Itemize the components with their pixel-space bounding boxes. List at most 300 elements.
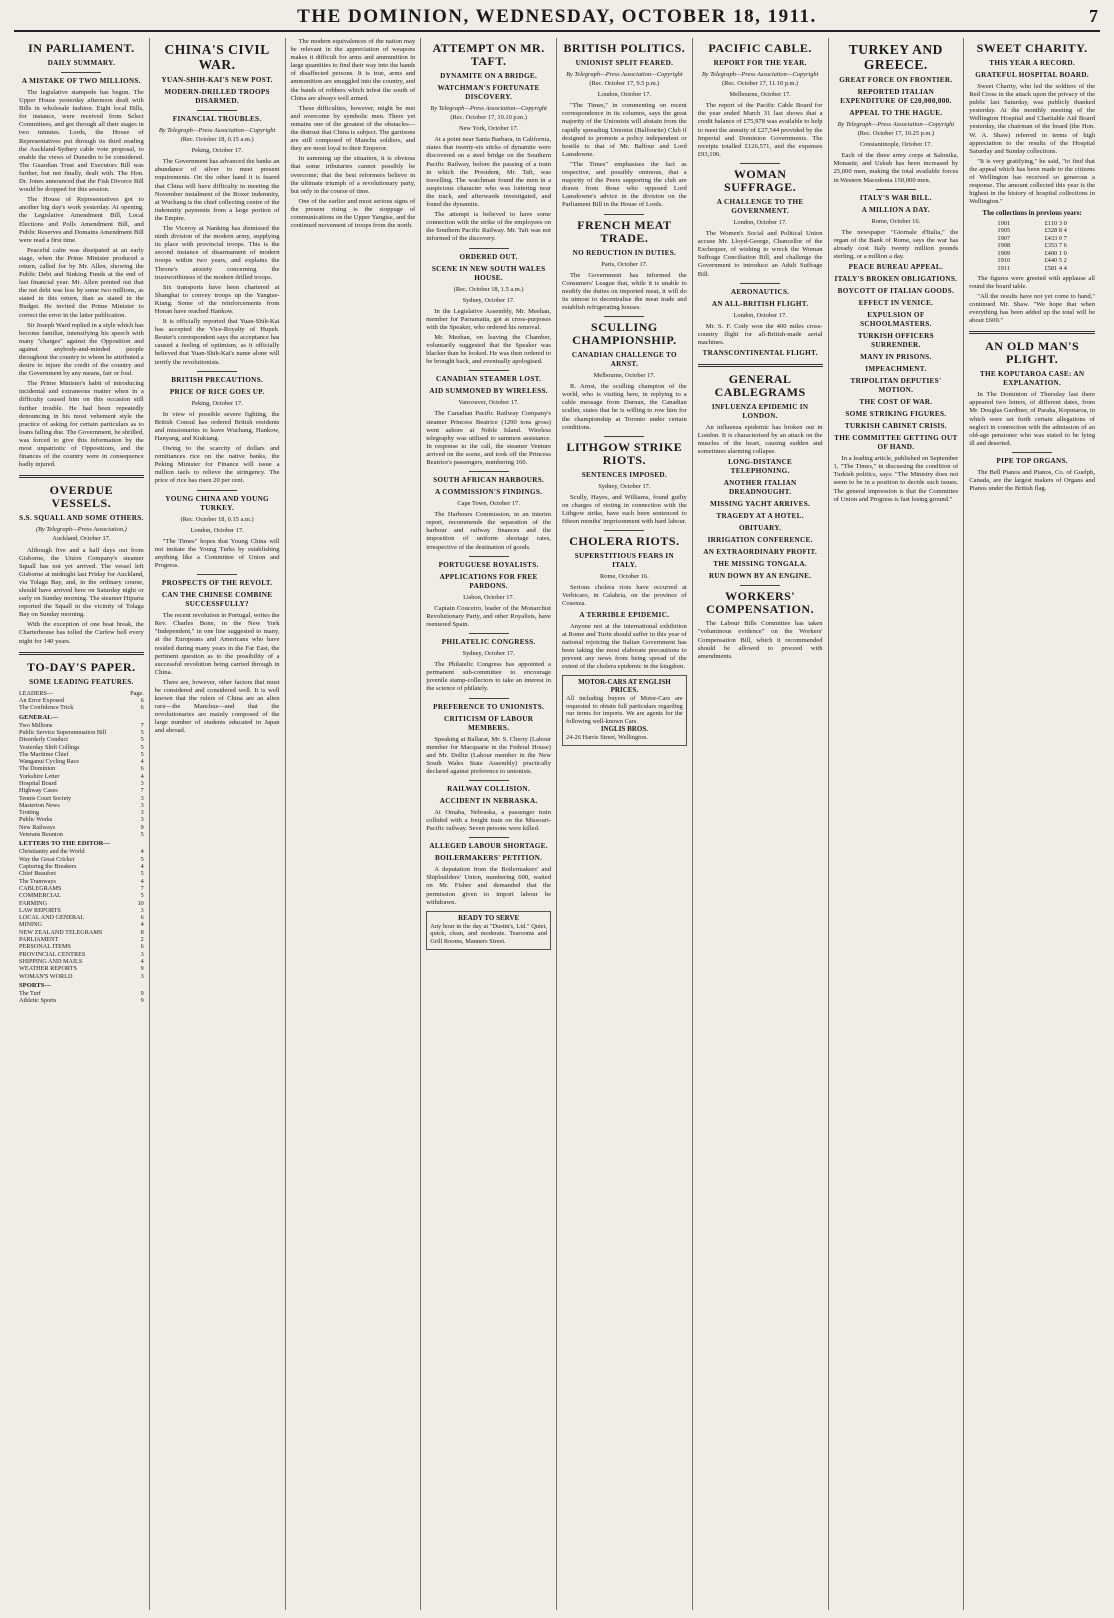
contents-entry [19, 773, 144, 780]
contents-entry [19, 958, 144, 965]
contents-entry-title: LOCAL AND GENERAL [19, 914, 85, 922]
contents-entry-title: Highway Cases [19, 787, 58, 795]
ad-text: Any hour in the day at "Dustin's, Ltd." Quiet, quick, clean, and moderate. Tearooms and Grill Rooms, Manners Street. [430, 922, 547, 946]
collections-amount: £433 0 7 [1044, 234, 1067, 242]
collections-year: 1905 [997, 227, 1011, 235]
double-rule [969, 331, 1095, 334]
subhead-aid: AID SUMMONED BY WIRELESS. [429, 387, 548, 396]
subhead-aeronautics: AERONAUTICS. [730, 287, 790, 296]
subhead-labour-shortage: ALLEGED LABOUR SHORTAGE. [429, 842, 548, 851]
subhead-challenge: A CHALLENGE TO THE GOVERNMENT. [716, 197, 804, 215]
subhead-millions: A MISTAKE OF TWO MILLIONS. [21, 77, 141, 85]
contents-entry [19, 863, 144, 870]
subhead-irrigation: IRRIGATION CONFERENCE. [707, 536, 813, 545]
collections-amount: £328 8 4 [1044, 227, 1067, 235]
collections-amount: £440 5 2 [1044, 257, 1067, 265]
double-rule [19, 652, 144, 655]
dateline: Constantinople, October 17. [859, 141, 932, 149]
subhead-transcontinental: TRANSCONTINENTAL FLIGHT. [702, 348, 818, 357]
ad-text: 24-26 Harris Street, Wellington. [566, 733, 648, 741]
subhead-profit: AN EXTRAORDINARY PROFIT. [703, 548, 817, 557]
subhead-tongala: THE MISSING TONGALA. [713, 560, 808, 569]
contents-entry [19, 765, 144, 772]
subhead-figures: SOME STRIKING FIGURES. [845, 410, 947, 419]
byline: By Telegraph—Press Association—Copyright [566, 71, 683, 78]
dateline: New York, October 17. [458, 125, 519, 133]
headline-taft: ATTEMPT ON MR. TAFT. [432, 41, 545, 68]
contents-entry [19, 816, 144, 823]
article-paragraph: The Harbours Commission, in an interim report, recommends the separation of the harbour and railway finances and the imposition of uniform shortage rates, irrespective of the destination of goods. [426, 511, 551, 551]
article-paragraph: In The Dominion of Thursday last there appeared two letters, of different dates, from Mr. Douglas Gardiner, of Paraha, Koputaroa, in which were set forth certain allegations of neglect in connection with the admission of an old-age pensioner who was stated to be lying ill and deserted. [969, 391, 1095, 447]
contents-entry [19, 965, 144, 972]
received-line: (Rec. October 17, 11.10 p.m.) [721, 80, 799, 88]
double-rule [19, 475, 144, 478]
subhead-canadian-challenge: CANADIAN CHALLENGE TO ARNST. [571, 351, 677, 369]
subhead-run-down: RUN DOWN BY AN ENGINE. [708, 572, 812, 581]
page-number: 7 [1089, 6, 1098, 26]
subhead-philatelic: PHILATELIC CONGRESS. [441, 638, 536, 647]
dateline: Auckland, October 17. [52, 535, 111, 543]
article-paragraph: "The Times," in commenting on recent correspondence in its columns, says the great majority of the Unionists will abstain from the rapidly spreading Unionist (Balfourite) Club if designed to promote a policy independent or hostile to that of Mr. Balfour and Lord Lansdowne. [562, 102, 687, 158]
contents-entry [19, 714, 144, 722]
contents-entry-title: Veterans Reunion [19, 831, 63, 839]
column-3 [286, 38, 422, 1610]
subhead-sentences: SENTENCES IMPOSED. [581, 470, 668, 479]
masthead [14, 6, 1100, 32]
contents-entry-title: Public Works [19, 816, 53, 824]
collections-amount: £110 3 0 [1044, 219, 1067, 227]
article-paragraph: The figures were greeted with applause all round the board table. [969, 274, 1095, 290]
dateline: Lisbon, October 17. [463, 593, 515, 601]
contents-entry-title: Public Service Superannuation Bill [19, 728, 107, 736]
contents-entry-title: MINING [19, 921, 43, 929]
divider [740, 585, 780, 586]
headline-french-meat: FRENCH MEAT TRADE. [577, 217, 672, 245]
contents-entry-title: Christianity and the World [19, 848, 85, 856]
subhead-yuan: YUAN-SHIH-KAI'S NEW POST. [161, 76, 273, 84]
headline-parliament: IN PARLIAMENT. [28, 41, 135, 55]
divider [604, 530, 644, 531]
byline: By Telegraph—Press Association—Copyright [158, 127, 276, 134]
collections-amount: £400 1 0 [1044, 249, 1067, 257]
dateline: Paris, October 17. [601, 260, 648, 268]
collections-amount: £581 4 4 [1044, 265, 1067, 273]
columns [14, 38, 1100, 1610]
subhead-broken-obligations: ITALY'S BROKEN OBLIGATIONS. [834, 275, 958, 284]
collections-year: 1901 [997, 219, 1011, 227]
contents-entry-title: The Turf [19, 989, 41, 997]
contents-entry-page: 4 [140, 863, 144, 871]
subhead-grateful: GRATEFUL HOSPITAL BOARD. [975, 71, 1089, 79]
contents-entry-title: Way the Great Cricket [19, 855, 75, 863]
article-paragraph: Each of the three army corps at Salonika, Monastir, and Uskub has been increased by 25,000 men, making the total available forces in Western Macedonia 150,000 men. [833, 152, 959, 184]
toc-leaders-label: LEADERS— [19, 689, 54, 697]
subhead-boycott: BOYCOTT OF ITALIAN GOODS. [837, 287, 955, 296]
contents-entry-page: 4 [140, 848, 144, 856]
subhead-peace-bureau: PEACE BUREAU APPEAL. [848, 263, 944, 272]
subhead-epidemic: A TERRIBLE EPIDEMIC. [579, 610, 670, 619]
contents-entry-page: 9 [140, 997, 144, 1005]
contents-entry-title: Yorkshire Letter [19, 772, 60, 780]
article-paragraph: Scully, Hayes, and Williams, found guilty on charges of rioting in connection with the Lithgow strike, have each been sentenced to fifteen months' imprisonment with hard labour. [562, 493, 687, 526]
article-paragraph: Mr. S. F. Cody won the 400 miles cross-country flight for all-British-made aerial machines. [697, 322, 823, 346]
headline-general-cablegrams: GENERAL CABLEGRAMS [714, 371, 806, 399]
article-paragraph: Mr. Meehan, on leaving the Chamber, voluntarily suggested that the Speaker was blacker than he looked. He was then ordered to be brought back, and eventually apologised. [426, 333, 551, 366]
ad-text: All including buyers of Motor-Cars are requested to obtain full particulars regarding our terms for imports. We are agents for the following well-known Cars. [566, 694, 683, 726]
contents-entry [19, 982, 144, 990]
article-paragraph: The legislative stampede has begun. The Upper House yesterday afternoon dealt with Bills in wholesale fashion. Eight local Bills, for instance, were received from Select Committees, and got through all their stages in two minutes. Lords, the House of Representatives put through its third reading the Auckland-Sydney cable vote proposal, to enable the views of Dunedin to be considered. The Guardian Trust and Executors Bill was further, but not finally, dealt with. The Hon. Dr. Jones announced that the Fish Divorce Bill would be dropped for this session. [19, 89, 144, 194]
article-paragraph: Six transports have been chartered at Shanghai to convey troops up the Yangtse-Kiang. Some of the reinforcements from Honan have reached Hankow. [154, 283, 280, 315]
contents-entry-page: 5 [140, 870, 144, 878]
divider [469, 837, 509, 838]
article-paragraph: Sir Joseph Ward replied in a style which has become familiar, intensifying his speech with many "charges" against the Opposition and against anybody-and-minded people throughout the country to whom he attributed a desire to injure the credit of the country and the Government by any means, fair or foul. [19, 321, 144, 378]
headline-overdue: OVERDUE VESSELS. [49, 483, 114, 511]
contents-entry [19, 729, 144, 736]
article-paragraph: The Canadian Pacific Railway Company's steamer Princess Beatrice (1290 tons gross) went ashore at Noble Island. Wireless telegraphy was utilised to summon assistance. In response to the call, the steamer Venture arrived on the scene, and took off the Princess Beatrice's passengers, numbering 160. [426, 410, 551, 466]
subhead-prospects: PROSPECTS OF THE REVOLT. [161, 579, 273, 588]
contents-entry-title: LETTERS TO THE EDITOR— [19, 840, 110, 848]
contents-entry-page: 9 [140, 965, 144, 973]
collections-year: 1909 [997, 249, 1011, 257]
contents-entry-page: 7 [140, 787, 144, 795]
contents-entry-page: 2 [140, 936, 144, 944]
subhead-superstitious: SUPERSTITIOUS FEARS IN ITALY. [574, 552, 674, 570]
article-paragraph: Serious cholera riots have occurred at Verbicaro, in Calabria, on the province of Cosenza. [562, 584, 687, 608]
subhead-war-bill: ITALY'S WAR BILL. [859, 193, 932, 202]
divider [604, 436, 644, 437]
contents-entry-page: 4 [140, 921, 144, 929]
subhead-boilermakers: BOILERMAKERS' PETITION. [435, 854, 543, 863]
subhead-applications: APPLICATIONS FOR FREE PARDONS. [439, 572, 538, 590]
article-paragraph: The House of Representatives got to another big day's work yesterday. At opening, the Legislative Amendment Bill, Local Elections and Polls Amendment Bill, and Public Reserves and Domains Amendment Bill were read a first time. [19, 196, 144, 244]
article-paragraph: The report of the Pacific Cable Board for the year ended March 31 last shows that a credit balance of £75,978 was available to help to meet the annuity of £27,544 provided by the Imperial and Dominion Governments. The receipts totalled £126,571, and the expenses £93,106. [697, 102, 823, 158]
contents-entry-page: 3 [140, 950, 144, 958]
column-1 [14, 38, 150, 1610]
byline: By Telegraph—Press Association—Copyright [430, 105, 547, 112]
contents-entry [19, 809, 144, 816]
subhead-pipe-organs: PIPE TOP ORGANS. [996, 456, 1068, 465]
subhead-dreadnought: ANOTHER ITALIAN DREADNOUGHT. [723, 479, 797, 497]
contents-entry [19, 831, 144, 838]
contents-entry-page: 3 [140, 972, 144, 980]
contents-entry [19, 824, 144, 831]
contents-entry-title: COMMERCIAL [19, 892, 61, 900]
subhead-all-british: AN ALL-BRITISH FLIGHT. [711, 299, 809, 308]
collections-year: 1908 [997, 242, 1011, 250]
contents-entry-page: 4 [140, 772, 144, 780]
contents-entry-title: Wanganui Cycling Race [19, 758, 79, 766]
subhead-canadian-steamer: CANADIAN STEAMER LOST. [435, 375, 542, 384]
contents-entry-page: 3 [140, 779, 144, 787]
subhead-tragedy: TRAGEDY AT A HOTEL. [716, 512, 804, 521]
dateline: London, October 17. [597, 91, 651, 99]
contents-entry [19, 990, 144, 997]
subhead-british: BRITISH PRECAUTIONS. [171, 375, 264, 384]
column-4 [421, 38, 557, 1610]
contents-entry [19, 997, 144, 1004]
contents-entry [19, 704, 144, 711]
subhead-hague: APPEAL TO THE HAGUE. [849, 109, 943, 117]
article-paragraph: The Government has advanced the banks an abundance of silver to meet present requirements. On the other hand it is feared that China will have difficulty in meeting the November instalment of the Boxer indemnity, at Wuchang is the chief collecting centre of the indemnity payments from a large portion of the Empire. [154, 158, 280, 222]
divider [469, 370, 509, 371]
contents-entry-page: 4 [140, 957, 144, 965]
dateline: London, October 17. [733, 218, 787, 226]
subhead-impeachment: IMPEACHMENT. [865, 365, 927, 374]
contents-entry-title: PARLIAMENT [19, 936, 59, 944]
contents-entry [19, 892, 144, 899]
divider [469, 633, 509, 634]
contents-entry [19, 951, 144, 958]
article-paragraph: The Labour Bills Committee has taken "voluminous evidence" on the Workers' Compensation Bill, which it recommended should be allowed to proceed with amendments. [697, 620, 823, 660]
contents-entry-page: 5 [140, 831, 144, 839]
subhead-commission: A COMMISSION'S FINDINGS. [435, 488, 543, 497]
contents-entry-page: 4 [140, 758, 144, 766]
subhead-no-reduction: NO REDUCTION IN DUTIES. [572, 248, 677, 257]
column-5 [557, 38, 693, 1610]
article-paragraph: It is officially reported that Yuan-Shih-Kai has accepted the Vice-Royalty of Hupeh. Reuter's correspondent says the acceptance has caused a feeling of optimism, as it officially believed that Yuan-Shih-Kai's name alone will terrify the revolutionists. [154, 318, 280, 366]
divider [469, 698, 509, 699]
article-paragraph: Peaceful calm was dissipated at an early stage, when the Prime Minister produced a return, called for by Mr. Allen, showing the Public Debt and Sinking Funds at the end of last financial year. Mr. Allen pointed out that the net debt was less by some two millions, as stated in this return, than as stated in the Budget. He invited the Prime Minister to correct the error in the latter publication. [19, 246, 144, 319]
received-line: (Rec. October 17, 10.25 p.m.) [857, 130, 935, 138]
contents-entry-page: 5 [140, 728, 144, 736]
subhead-features: SOME LEADING FEATURES. [29, 677, 134, 686]
divider [197, 110, 237, 111]
collections-year: 1911 [997, 265, 1010, 273]
article-paragraph: Anyone not at the international exhibition at Rome and Turin should suffer in this year of national rejoicing the Italian Government has been taking the most elaborate precautions to prevent any news from being spread of the extent of the cholera epidemic in the kingdom. [562, 622, 687, 671]
subhead-south-african: SOUTH AFRICAN HARBOURS. [433, 476, 545, 485]
contents-entry [19, 780, 144, 787]
article-paragraph: The Government has informed the Consumers' League that, while it is unable to modify the duties on imported meat, it will do its utmost to decentralise the meat trade and establish refrigerating houses. [562, 271, 687, 311]
collections-row [994, 242, 1069, 250]
collections-amount: £353 7 6 [1044, 242, 1067, 250]
article-paragraph: Although five and a half days out from Gisborne, the Union Company's steamer Squall has not yet arrived. The vessel left Gisborne at midnight last Friday for Auckland, via Tolaga Bay, and, in the ordinary course, should have arrived here on Saturday night or early on Sunday morning. The steamer Hipuria reported the Squall in the vicinity of Tolaga Bay on Sunday morning. [19, 546, 144, 619]
contents-entry-page: 8 [140, 928, 144, 936]
contents-entry-title: GENERAL— [19, 713, 59, 721]
divider [469, 780, 509, 781]
headline-british-politics: BRITISH POLITICS. [563, 41, 686, 55]
subhead-watchman: WATCHMAN'S FORTUNATE DISCOVERY. [437, 84, 540, 101]
divider [469, 556, 509, 557]
divider [61, 72, 101, 73]
dateline: Peking, October 17. [191, 147, 243, 155]
subhead-record: THIS YEAR A RECORD. [989, 59, 1075, 67]
dateline: Rome, October 16. [871, 217, 921, 225]
subhead-accident: ACCIDENT IN NEBRASKA. [439, 796, 538, 805]
contents-entry [19, 870, 144, 877]
contents-entry-page: 5 [140, 750, 144, 758]
dateline: Sydney, October 17. [462, 650, 515, 658]
headline-turkey-greece: TURKEY AND GREECE. [848, 42, 943, 72]
contents-entry-title: WOMAN'S WORLD [19, 972, 73, 980]
article-paragraph: "The Times" hopes that Young China will not imitate the Young Turks by establishing anything like a Committee of Union and Progress. [154, 537, 280, 570]
contents-list [19, 697, 144, 1005]
headline-sculling: SCULLING CHAMPIONSHIP. [572, 320, 677, 348]
contents-entry-page: 3 [140, 906, 144, 914]
subhead-unionist: UNIONIST SPLIT FEARED. [575, 59, 674, 67]
subhead-cost-of-war: THE COST OF WAR. [859, 398, 933, 407]
column-6 [693, 38, 829, 1610]
contents-entry [19, 878, 144, 885]
article-paragraph: The recent revolution in Portugal, writes the Rev. Charles Bone, in the New York "Independent," in one line suggested to many, at the Europeans and Americans who have resided during many years in the Far East, the pertinent question as to the possibility of a successful revolution being carried through in China. [154, 612, 280, 676]
contents-entry-title: Trotting [19, 809, 40, 817]
subhead-criticism: CRITICISM OF LABOUR MEMBERS. [443, 714, 534, 732]
subhead-koputaroa: THE KOPUTAROA CASE: AN EXPLANATION. [979, 370, 1085, 388]
collections-table [994, 220, 1069, 273]
article-paragraph: In a leading article, published on September 1, "The Times," in discussing the condition of Turkish politics, says: "The Ministry does not seem to be in a position to decide such issues. The general impression is that the Committee of Union and Progress is fast losing ground." [833, 455, 959, 503]
contents-entry-title: Athletic Sports [19, 997, 57, 1005]
article-paragraph: An influenza epidemic has broken out in London. It is characterised by an attack on the muscles of the heart, causing sudden and sometimes alarming collapse. [697, 423, 823, 456]
subhead-railway: RAILWAY COLLISION. [447, 784, 531, 793]
article-paragraph: In view of possible severe fighting, the British Consul has ordered British residents and missionaries to leave Wuchang, Hankow, Hanyang, and Kiukiang. [154, 410, 280, 442]
contents-entry-page: 6 [140, 914, 144, 922]
divider [1012, 452, 1052, 453]
contents-entry [19, 758, 144, 765]
article-paragraph: The Women's Social and Political Union accuse Mr. Lloyd-George, Chancellor of the Exchequer, of wishing to wreck the Woman Suffrage Conciliation Bill, and challenge the Government to introduce an Adult Suffrage Bill. [697, 230, 823, 278]
subhead-financial: FINANCIAL TROUBLES. [172, 115, 262, 123]
contents-entry-title: The Confidence Trick [19, 704, 74, 712]
headline-pacific-cable: PACIFIC CABLE. [708, 41, 812, 55]
dateline: London, October 17. [190, 526, 244, 534]
contents-entry-page: 7 [140, 721, 144, 729]
subhead-expulsion: EXPULSION OF SCHOOLMASTERS. [860, 311, 932, 329]
received-line: (Rec. October 17, 9.5 p.m.) [589, 80, 660, 88]
subhead-committee: THE COMMITTEE GETTING OUT OF HAND. [834, 434, 958, 452]
article-paragraph: These difficulties, however, might be met and overcome by symbolic men. There yet remains one of the greatest of the obstacles—the distrust that China is subject. The garrisons are still composed of Manchu soldiers, and they are most loyal to their Emperor. [290, 104, 416, 153]
received-line: (Rec. October 18, 0.15 a.m.) [180, 515, 254, 523]
article-paragraph: The Prime Minister's habit of introducing incidental and extraneous matter when in a difficulty caused him on this occasion still further trouble. He had been repeatedly denouncing in his most vehement style the practice of asking for certain particulars as to loans falling due. The Government, he shrilled, was forced to give this information by the most unpatriotic of Oppositions, and the finances of the country were in consequence badly injured. [19, 380, 144, 469]
article-paragraph: There are, however, other factors that must be considered and considered well. It is well known that the rulers of China are an alien race—the Manchus—and that the revolutionaries are mainly composed of the large number of students educated in Japan and abroad. [154, 678, 280, 735]
article-paragraph: Owing to the scarcity of dollars and remittances rice on the native banks, the Peking Minister for Finance will issue a million taels to relieve the stringency. The price of rice has risen 20 per cent. [154, 445, 280, 485]
divider [740, 283, 780, 284]
dateline: Melbourne, October 17. [593, 372, 656, 380]
subhead-prisons: MANY IN PRISONS. [860, 353, 932, 362]
contents-entry [19, 795, 144, 802]
headline-sweet-charity: SWEET CHARITY. [976, 41, 1088, 55]
subhead-rice: PRICE OF RICE GOES UP. [169, 387, 265, 396]
newspaper-title: THE DOMINION, WEDNESDAY, OCTOBER 18, 1911. [297, 6, 817, 27]
headline-woman-suffrage: WOMAN SUFFRAGE. [724, 166, 797, 194]
contents-entry-page: 9 [140, 823, 144, 831]
ad-title: READY TO SERVE [458, 913, 520, 922]
contents-entry-title: LAW REPORTS [19, 906, 61, 914]
collections-year: 1907 [997, 234, 1011, 242]
contents-entry [19, 885, 144, 892]
article-paragraph: "All the results have not yet come to hand," continued Mr. Shaw. "We hope that when everything has been added up the total will be about £600." [969, 292, 1095, 325]
contents-entry-page: 3 [140, 794, 144, 802]
headline-todays-paper: TO-DAY'S PAPER. [27, 659, 136, 674]
contents-entry-title: An Error Exposed [19, 696, 65, 704]
contents-entry [19, 802, 144, 809]
article-paragraph: In summing up the situation, it is obvious that some tributaries cannot possibly be overcome; that the best reformers believe in the ultimate triumph of a revolutionary party, but only in the course of time. [290, 155, 416, 195]
article-paragraph: Captain Couceiro, leader of the Monarchist Revolutionary Party, and other Royalists, have reentered Spain. [426, 604, 551, 628]
headline-workers-compensation: WORKERS' COMPENSATION. [706, 589, 815, 617]
advertisement [426, 911, 551, 950]
subhead-report: REPORT FOR THE YEAR. [713, 59, 807, 67]
contents-entry-title: SPORTS— [19, 981, 52, 989]
dateline: London, October 17. [733, 311, 787, 319]
article-paragraph: The newspaper "Giornale d'Italia," the organ of the Bank of Rome, says the war has already cost Italy twenty million pounds sterling, or a million a day. [833, 228, 959, 261]
subhead-cabinet: TURKISH CABINET CRISIS. [844, 422, 947, 431]
contents-entry-title: Two Millions [19, 721, 53, 729]
contents-entry-page: 6 [140, 943, 144, 951]
contents-entry [19, 840, 144, 848]
column-8 [964, 38, 1100, 1610]
article-paragraph: The modern equivalences of the nation may be relevant in the appreciation of weapons makes it difficult for arms and ammunition in large quantities to find their way into the hands of disaffected persons. It is true, arms and ammunition are smuggled into the country, and the bands of robbers which infest the south of China are always well armed. [290, 38, 416, 102]
contents-entry-title: The Tramways [19, 877, 56, 885]
contents-entry-title: New Railways [19, 823, 56, 831]
ad-title: INGLIS BROS. [600, 724, 648, 733]
column-2 [150, 38, 286, 1610]
subhead-can-chinese: CAN THE CHINESE COMBINE SUCCESSFULLY? [161, 591, 273, 609]
headline-old-man: AN OLD MAN'S PLIGHT. [985, 339, 1080, 367]
contents-entry-page: 3 [140, 809, 144, 817]
contents-entry-title: PROVINCIAL CENTRES [19, 950, 86, 958]
ad-title: MOTOR-CARS AT ENGLISH PRICES. [578, 678, 671, 694]
subhead-summary: DAILY SUMMARY. [47, 59, 116, 67]
contents-entry-title: Masterton News [19, 801, 60, 809]
contents-entry [19, 736, 144, 743]
received-line: (Rec. October 17, 10.10 p.m.) [450, 114, 527, 122]
collections-row [994, 235, 1069, 243]
contents-entry-title: Disorderly Conduct [19, 736, 68, 744]
article-paragraph: Sweet Charity, who led the soldiers of the Red Cross in the attack upon the privacy of the public last Saturday, was publicly thanked yesterday. At the monthly meeting of the Wellington Hospital and Charitable Aid Board yesterday, the chairman of the board (the Hon. W. A. Shaw) referred in terms of high appreciation to the results of the Hospital Saturday and Sunday collections. [969, 83, 1095, 155]
column-7 [829, 38, 965, 1610]
subhead-ordered-out: ORDERED OUT. [459, 252, 518, 261]
contents-entry-title: Capturing the Breakers [19, 863, 77, 871]
byline: By Telegraph—Press Association—Copyright [701, 71, 819, 78]
dateline: Sydney, October 17. [598, 482, 651, 490]
contents-entry [19, 856, 144, 863]
double-rule [698, 364, 823, 367]
dateline: Melbourne, October 17. [729, 91, 791, 99]
subhead-expenditure: REPORTED ITALIAN EXPENDITURE OF £20,000,000. [840, 88, 952, 105]
subhead-venice: EFFECT IN VENICE. [858, 299, 934, 308]
dateline: Rome, October 16. [600, 573, 649, 581]
received-line: (Rec. October 18, 1.5 a.m.) [453, 285, 524, 293]
contents-entry [19, 744, 144, 751]
subhead-telephoning: LONG-DISTANCE TELEPHONING. [728, 458, 793, 476]
divider [469, 248, 509, 249]
contents-entry-page: 5 [140, 892, 144, 900]
article-paragraph: The Philatelic Congress has appointed a permanent sub-committee to encourage juvenile stamp-collectors to take an interest in the science of philately. [426, 661, 551, 693]
contents-entry [19, 973, 144, 980]
contents-entry-page: 5 [140, 855, 144, 863]
contents-entry-title: The Maritime Chief [19, 750, 69, 758]
advertisement [562, 675, 687, 745]
contents-entry [19, 936, 144, 943]
divider [469, 471, 509, 472]
subhead-modern-troops: MODERN-DRILLED TROOPS DISARMED. [164, 88, 270, 105]
subhead-obituary: OBITUARY. [738, 524, 782, 533]
contents-entry [19, 848, 144, 855]
article-paragraph: At a point near Santa Barbara, in California, states that twenty-six sticks of dynamite were discovered on a steel bridge on the Southern Pacific Railway, before the passing of a train in which the President, Mr. Taft, was travelling. The watchman found the men in a suspicious character who was loitering near the track, and afterwards investigated, and found the dynamite. [426, 136, 551, 209]
article-paragraph: "It is very gratifying," he said, "to find that the appeal which has been made to the citizens of Wellington has received so generous a response. The amount collected this year is the highest in the history of hospital collections in Wellington." [969, 157, 1095, 206]
contents-entry [19, 751, 144, 758]
article-paragraph: R. Arnst, the sculling champion of the world, who is visiting here, in replying to a cable message from Durnan, the Canadian sculler, states that he is willing to row him for the championship at Toronto under certain conditions. [562, 383, 687, 431]
article-paragraph: With the exception of one boat break, the Charterhouse has tolled the Curfew bell every night for 140 years. [19, 621, 144, 645]
divider [197, 490, 237, 491]
dateline: Sydney, October 17. [462, 296, 515, 304]
article-paragraph: A deputation from the Boilermakers' and Shipbuilders' Union, numbering 600, waited on Mr. Fisher and demanded that the permission given to import labour be withdrawn. [426, 866, 551, 906]
article-paragraph: The Viceroy at Nanking has dismissed the ninth division of the modern army, supplying its place with provincial troops. This is the second instance of disarmament of modern troops within two years, and explains the Throne's anxiety concerning the trustworthiness of the modern drilled troops. [154, 225, 280, 281]
contents-entry [19, 929, 144, 936]
contents-entry-page: 5 [140, 736, 144, 744]
dateline: Cape Town, October 17. [457, 500, 520, 508]
contents-entry-title: WEATHER REPORTS [19, 965, 77, 973]
contents-entry-page: 6 [140, 765, 144, 773]
subhead-scene: SCENE IN NEW SOUTH WALES HOUSE. [431, 264, 546, 282]
article-paragraph: The attempt is believed to have some connection with the strike of the employees on the Southern Pacific Railway. Mr. Taft was not informed of the discovery. [426, 211, 551, 243]
